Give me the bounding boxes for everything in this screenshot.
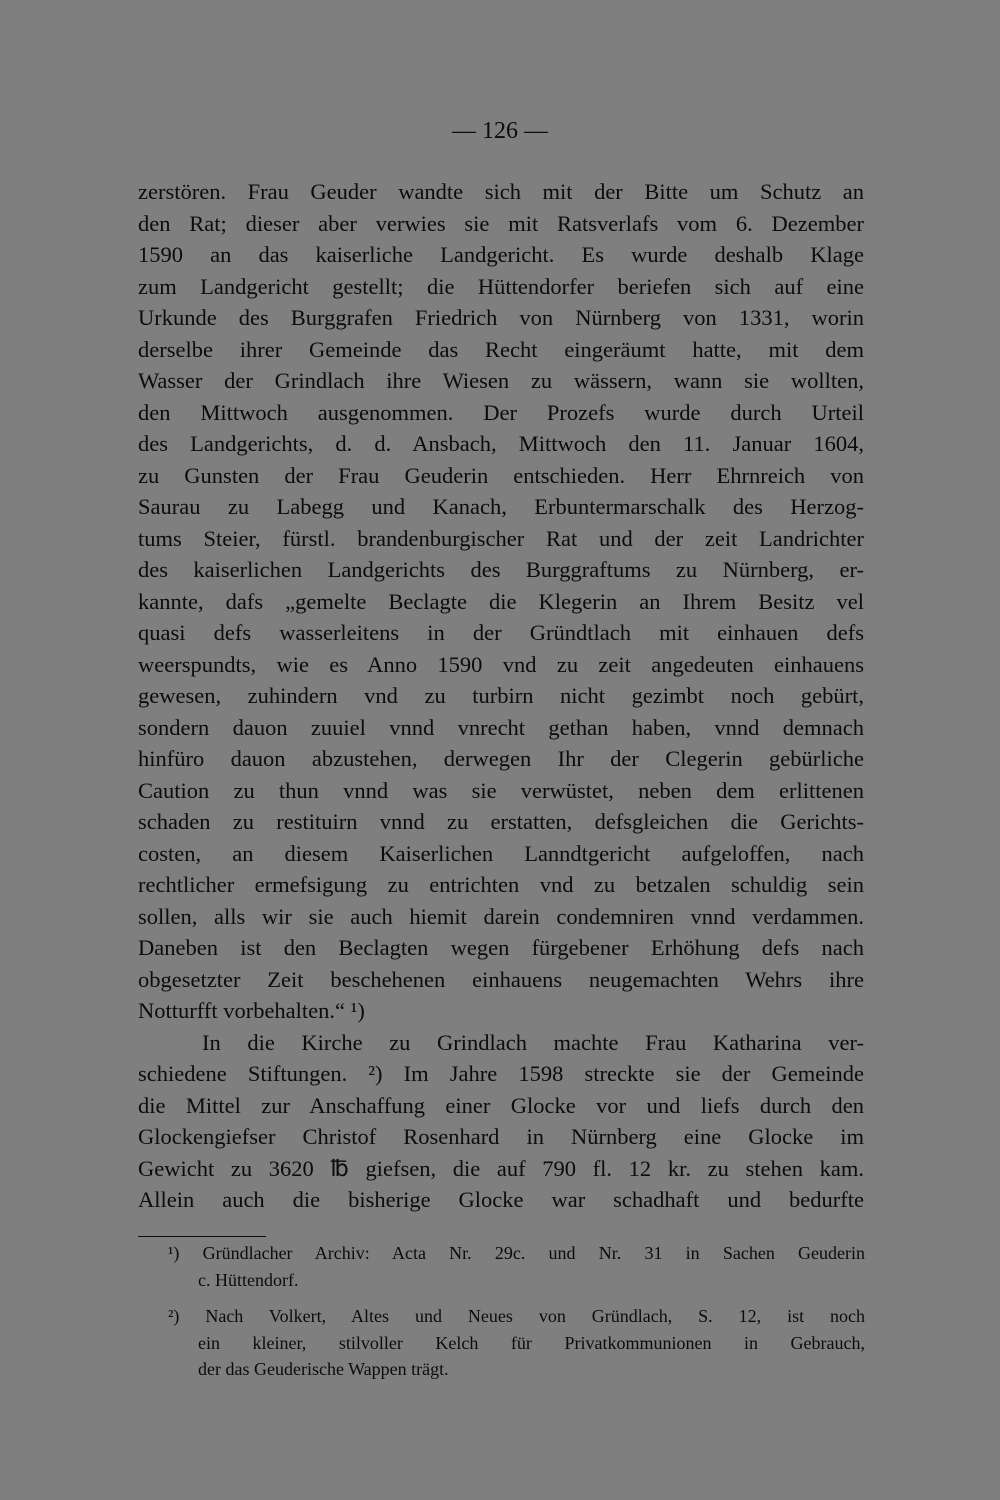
footnote-line: c. Hüttendorf. (198, 1269, 299, 1290)
text-line: Gewicht zu 3620 ℔ giefsen, die auf 790 fl. 12 kr. zu stehen kam. (138, 1155, 864, 1181)
text-line: Allein auch die bisherige Glocke war schadhaft und bedurfte (138, 1187, 864, 1212)
text-line: 1590 an das kaiserliche Landgericht. Es wurde deshalb Klage (138, 242, 864, 267)
text-line: zu Gunsten der Frau Geuderin entschieden. Herr Ehrnreich von (138, 462, 864, 488)
footnote-divider (138, 1236, 266, 1237)
text-line: sondern dauon zuuiel vnnd vnrecht gethan haben, vnnd demnach (138, 714, 864, 740)
body-text (138, 176, 864, 1216)
text-line: obgesetzter Zeit beschehenen einhauens neugemachten Wehrs ihre (138, 966, 864, 992)
text-line: des kaiserlichen Landgerichts des Burggraftums zu Nürnberg, er- (138, 557, 864, 582)
paragraph-start-line: In die Kirche zu Grindlach machte Frau Katharina ver- (202, 1029, 864, 1055)
footnote-1 (168, 1240, 865, 1293)
text-line: hinfüro dauon abzustehen, derwegen Ihr der Clegerin gebürliche (138, 746, 864, 771)
footnote-line: der das Geuderische Wappen trägt. (198, 1359, 449, 1379)
text-line: Wasser der Grindlach ihre Wiesen zu wässern, wann sie wollten, (138, 368, 864, 393)
text-line: Notturfft vorbehalten.“ ¹) (138, 998, 365, 1023)
text-line: schiedene Stiftungen. ²) Im Jahre 1598 streckte sie der Gemeinde (138, 1061, 864, 1086)
text-line: quasi defs wasserleitens in der Gründtlach mit einhauen defs (138, 620, 864, 645)
text-line: rechtlicher ermefsigung zu entrichten vnd zu betzalen schuldig sein (138, 872, 864, 897)
text-line: sollen, alls wir sie auch hiemit darein condemniren vnnd verdammen. (138, 903, 864, 929)
text-line: Daneben ist den Beclagten wegen fürgebener Erhöhung defs nach (138, 935, 864, 960)
footnote-2 (168, 1303, 865, 1383)
footnotes (168, 1240, 865, 1383)
text-line: Urkunde des Burggrafen Friedrich von Nürnberg von 1331, worin (138, 305, 864, 330)
text-line: Saurau zu Labegg und Kanach, Erbuntermarschalk des Herzog- (138, 494, 864, 519)
page-number: — 126 — (452, 118, 548, 144)
text-line: Glockengiefser Christof Rosenhard in Nürnberg eine Glocke im (138, 1124, 864, 1149)
text-line: Caution zu thun vnnd was sie verwüstet, neben dem erlittenen (138, 777, 864, 803)
text-line: weerspundts, wie es Anno 1590 vnd zu zeit angedeuten einhauens (138, 651, 864, 677)
footnote-line: ein kleiner, stilvoller Kelch für Privatkommunionen in Gebrauch, (198, 1332, 865, 1353)
footnote-line: ²) Nach Volkert, Altes und Neues von Gründlach, S. 12, ist noch (168, 1306, 865, 1326)
text-line: tums Steier, fürstl. brandenburgischer Rat und der zeit Landrichter (138, 525, 864, 551)
text-line: kannte, dafs „gemelte Beclagte die Klegerin an Ihrem Besitz vel (138, 588, 864, 614)
text-line: die Mittel zur Anschaffung einer Glocke vor und liefs durch den (138, 1092, 864, 1118)
text-line: zerstören. Frau Geuder wandte sich mit der Bitte um Schutz an (138, 179, 864, 204)
footnote-line: ¹) Gründlacher Archiv: Acta Nr. 29c. und Nr. 31 in Sachen Geuderin (168, 1243, 865, 1263)
text-line: gewesen, zuhindern vnd zu turbirn nicht gezimbt noch gebürt, (138, 683, 864, 708)
text-line: costen, an diesem Kaiserlichen Lanndtgericht aufgeloffen, nach (138, 840, 864, 866)
text-line: den Rat; dieser aber verwies sie mit Ratsverlafs vom 6. Dezember (138, 210, 864, 236)
text-line: zum Landgericht gestellt; die Hüttendorfer beriefen sich auf eine (138, 273, 864, 299)
text-line: den Mittwoch ausgenommen. Der Prozefs wurde durch Urteil (138, 399, 864, 425)
text-line: schaden zu restituirn vnnd zu erstatten, defsgleichen die Gerichts- (138, 809, 864, 834)
text-line: des Landgerichts, d. d. Ansbach, Mittwoch den 11. Januar 1604, (138, 431, 864, 456)
text-line: derselbe ihrer Gemeinde das Recht eingeräumt hatte, mit dem (138, 336, 864, 362)
